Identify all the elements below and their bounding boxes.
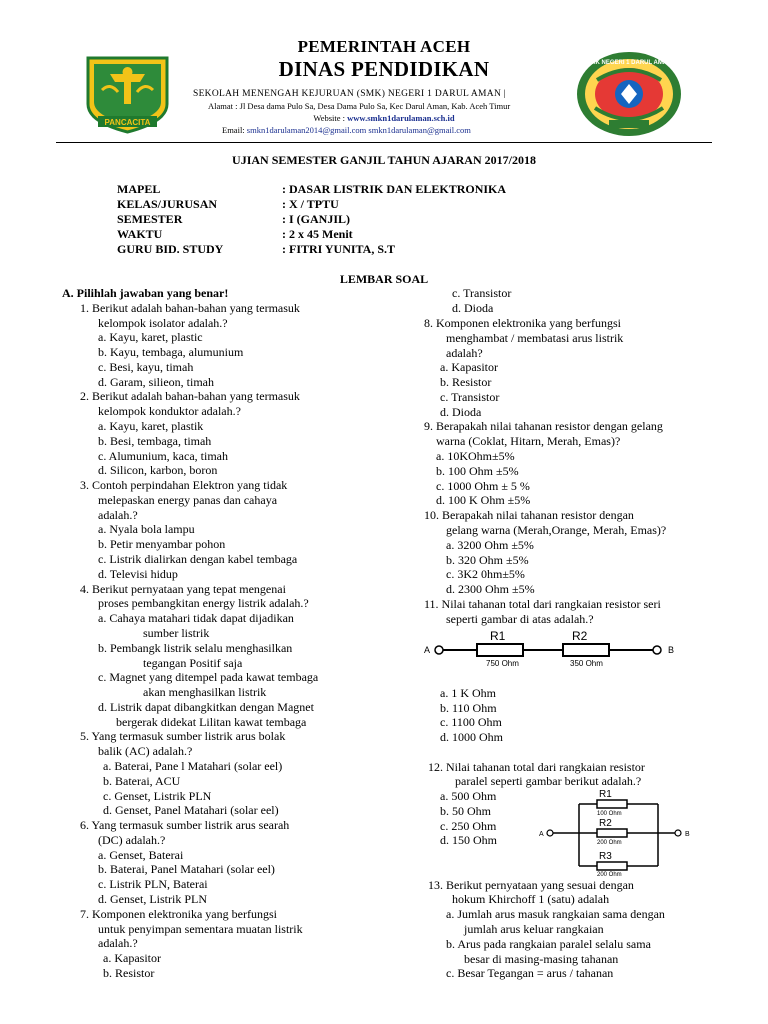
question-line: melepaskan energy panas dan cahaya <box>98 492 278 507</box>
question-line: b. Besi, tembaga, timah <box>98 433 212 448</box>
parallel-r3-value: 200 Ohm <box>597 872 622 876</box>
info-row-teacher: GURU BID. STUDY : FITRI YUNITA, S.T <box>117 242 396 256</box>
question-line: b. Arus pada rangkaian paralel selalu sama <box>446 937 651 951</box>
question-line: d. Silicon, karbon, boron <box>98 463 218 478</box>
question-line: 12. Nilai tahanan total dari rangkaian resistor <box>428 760 645 774</box>
website-link[interactable]: www.smkn1darulaman.sch.id <box>347 113 455 123</box>
question-line: b. Resistor <box>440 375 492 389</box>
question-line: akan menghasilkan listrik <box>143 685 267 700</box>
question-line: 13. Berikut pernyataan yang sesuai dengan <box>428 878 634 892</box>
info-row-subject: MAPEL : DASAR LISTRIK DAN ELEKTRONIKA <box>117 182 507 196</box>
question-line: bergerak didekat Lilitan kawat tembaga <box>116 714 307 729</box>
info-row-class: KELAS/JURUSAN : X / TPTU <box>117 197 339 211</box>
question-line: d. 2300 Ohm ±5% <box>446 582 535 596</box>
question-line: a. Baterai, Pane l Matahari (solar eel) <box>103 758 283 773</box>
question-line: gelang warna (Merah,Orange, Merah, Emas)? <box>446 523 667 537</box>
question-line: a. Kapasitor <box>440 360 498 374</box>
question-line: besar di masing-masing tahanan <box>464 952 619 966</box>
question-line: 11. Nilai tahanan total dari rangkaian resistor seri <box>424 597 661 611</box>
exam-info <box>117 182 506 257</box>
question-line: c. Magnet yang ditempel pada kawat tembaga <box>98 670 319 685</box>
question-line: a. Kayu, karet, plastik <box>98 419 204 434</box>
question-line: d. Dioda <box>440 405 482 419</box>
question-line: c. 1100 Ohm <box>440 715 502 729</box>
series-circuit-diagram <box>422 628 690 670</box>
question-line: d. Televisi hidup <box>98 566 178 581</box>
question-line: d. Garam, silieon, timah <box>98 374 214 389</box>
question-line: d. 100 K Ohm ±5% <box>436 493 531 507</box>
question-line: c. Transistor <box>440 390 500 404</box>
info-row-time: WAKTU : 2 x 45 Menit <box>117 227 353 241</box>
question-line: untuk penyimpan sementara muatan listrik <box>98 921 303 936</box>
parallel-node-b: B <box>685 831 690 838</box>
school-website: Website : www.smkn1darulaman.sch.id <box>313 113 455 123</box>
question-line: a. 1 K Ohm <box>440 686 496 700</box>
section-heading: A. Pilihlah jawaban yang benar! <box>62 286 229 300</box>
question-line: 5. Yang termasuk sumber listrik arus bolak <box>80 729 286 744</box>
series-r1-name: R1 <box>490 629 506 643</box>
series-node-a: A <box>424 645 431 655</box>
question-line: c. Transistor <box>452 286 512 300</box>
question-line: warna (Coklat, Hitarn, Merah, Emas)? <box>436 434 621 448</box>
school-name: SEKOLAH MENENGAH KEJURUAN (SMK) NEGERI 1 DARUL AMAN | <box>193 89 507 99</box>
sheet-title: LEMBAR SOAL <box>339 272 429 286</box>
question-line: 9. Berapakah nilai tahanan resistor dengan gelang <box>424 419 663 433</box>
question-line: b. Petir menyambar pohon <box>98 537 226 552</box>
parallel-circuit-diagram <box>535 784 715 876</box>
question-line: b. Baterai, Panel Matahari (solar eel) <box>98 862 275 877</box>
series-node-b: B <box>668 645 675 655</box>
exam-title: UJIAN SEMESTER GANJIL TAHUN AJARAN 2017/2018 <box>232 153 536 167</box>
header-divider <box>56 142 712 143</box>
question-line: proses pembangkitan energy listrik adalah.? <box>98 596 309 611</box>
question-line: hokum Khirchoff 1 (satu) adalah <box>452 892 610 906</box>
question-line: 2. Berikut adalah bahan-bahan yang termasuk <box>80 389 300 404</box>
question-line: adalah? <box>446 346 483 360</box>
header-government: PEMERINTAH ACEH <box>297 37 471 56</box>
question-line: balik (AC) adalah.? <box>98 744 193 759</box>
question-line: 8. Komponen elektronika yang berfungsi <box>424 316 621 330</box>
header-department: DINAS PENDIDIKAN <box>278 57 490 81</box>
question-line: b. 320 Ohm ±5% <box>446 553 529 567</box>
question-line: c. Alumunium, kaca, timah <box>98 448 228 463</box>
question-line: c. Besi, kayu, timah <box>98 359 194 374</box>
question-line: d. Listrik dapat dibangkitkan dengan Magnet <box>98 699 314 714</box>
question-line: kelompok isolator adalah.? <box>98 315 228 330</box>
school-email: Email: smkn1darulaman2014@gmail.com smkn1darulaman@gmail.com <box>222 125 471 135</box>
question-line: a. 3200 Ohm ±5% <box>446 538 534 552</box>
question-line: a. Genset, Baterai <box>98 847 184 862</box>
school-badge-logo <box>575 50 683 138</box>
question-line: a. Cahaya matahari tidak dapat dijadikan <box>98 611 294 626</box>
question-line: d. 150 Ohm <box>440 833 497 847</box>
letterhead <box>0 0 768 150</box>
question-line: 10. Berapakah nilai tahanan resistor dengan <box>424 508 634 522</box>
question-line: 6. Yang termasuk sumber listrik arus searah <box>80 818 290 833</box>
question-line: c. 250 Ohm <box>440 819 497 833</box>
question-line: tegangan Positif saja <box>143 655 243 670</box>
question-line: c. Genset, Listrik PLN <box>103 788 212 803</box>
question-line: adalah.? <box>98 936 138 951</box>
parallel-r3-name: R3 <box>599 851 612 862</box>
question-line: a. 500 Ohm <box>440 789 497 803</box>
question-line: d. 1000 Ohm <box>440 730 503 744</box>
question-line: a. Kapasitor <box>103 951 161 966</box>
question-line: sumber listrik <box>143 625 210 640</box>
question-line: a. 10KOhm±5% <box>436 449 515 463</box>
question-line: b. 100 Ohm ±5% <box>436 464 519 478</box>
email-link[interactable]: smkn1darulaman2014@gmail.com smkn1darulaman@gmail.com <box>246 125 471 135</box>
question-line: d. Genset, Listrik PLN <box>98 891 207 906</box>
parallel-r1-name: R1 <box>599 789 612 800</box>
question-line: 3. Contoh perpindahan Elektron yang tidak <box>80 478 288 493</box>
info-row-semester: SEMESTER : I (GANJIL) <box>117 212 350 226</box>
question-line: 4. Berikut pernyataan yang tepat mengenai <box>80 581 286 596</box>
question-line: b. Pembangk listrik selalu menghasilkan <box>98 640 293 655</box>
parallel-node-a: A <box>539 831 544 838</box>
parallel-r1-value: 100 Ohm <box>597 811 622 817</box>
question-line: 1. Berikut adalah bahan-bahan yang termasuk <box>80 300 300 315</box>
logo-right-text: SMK NEGERI 1 DARUL AMAN <box>586 60 672 66</box>
question-line: 7. Komponen elektronika yang berfungsi <box>80 906 277 921</box>
question-line: b. Kayu, tembaga, alumunium <box>98 345 244 360</box>
question-line: a. Nyala bola lampu <box>98 522 195 537</box>
question-line: b. Baterai, ACU <box>103 773 181 788</box>
question-line: c. 1000 Ohm ± 5 % <box>436 479 530 493</box>
question-line: c. Listrik PLN, Baterai <box>98 877 208 892</box>
parallel-r2-value: 200 Ohm <box>597 840 622 846</box>
question-line: kelompok konduktor adalah.? <box>98 404 241 419</box>
question-line: d. Genset, Panel Matahari (solar eel) <box>103 803 279 818</box>
question-line: d. Dioda <box>452 301 494 315</box>
series-r1-value: 750 Ohm <box>486 659 519 668</box>
question-line: adalah.? <box>98 507 138 522</box>
question-line: b. Resistor <box>103 965 155 980</box>
series-r2-name: R2 <box>572 629 588 643</box>
question-line: c. 3K2 0hm±5% <box>446 567 525 581</box>
question-line: b. 50 Ohm <box>440 804 491 818</box>
logo-left-text: PANCACITA <box>104 118 151 127</box>
question-line: jumlah arus keluar rangkaian <box>464 922 604 936</box>
question-line: c. Besar Tegangan = arus / tahanan <box>446 966 614 980</box>
question-line: a. Kayu, karet, plastic <box>98 330 203 345</box>
question-line: (DC) adalah.? <box>98 832 166 847</box>
series-r2-value: 350 Ohm <box>570 659 603 668</box>
question-line: b. 110 Ohm <box>440 701 497 715</box>
parallel-r2-name: R2 <box>599 818 612 829</box>
question-line: c. Listrik dialirkan dengan kabel tembaga <box>98 552 298 567</box>
question-line: paralel seperti gambar berikut adalah.? <box>455 774 642 788</box>
question-line: a. Jumlah arus masuk rangkaian sama dengan <box>446 907 665 921</box>
question-line: menghambat / membatasi arus listrik <box>446 331 624 345</box>
question-line: seperti gambar di atas adalah.? <box>446 612 594 626</box>
school-address: Alamat : Jl Desa dama Pulo Sa, Desa Dama Pulo Sa, Kec Darul Aman, Kab. Aceh Timur <box>208 101 511 111</box>
